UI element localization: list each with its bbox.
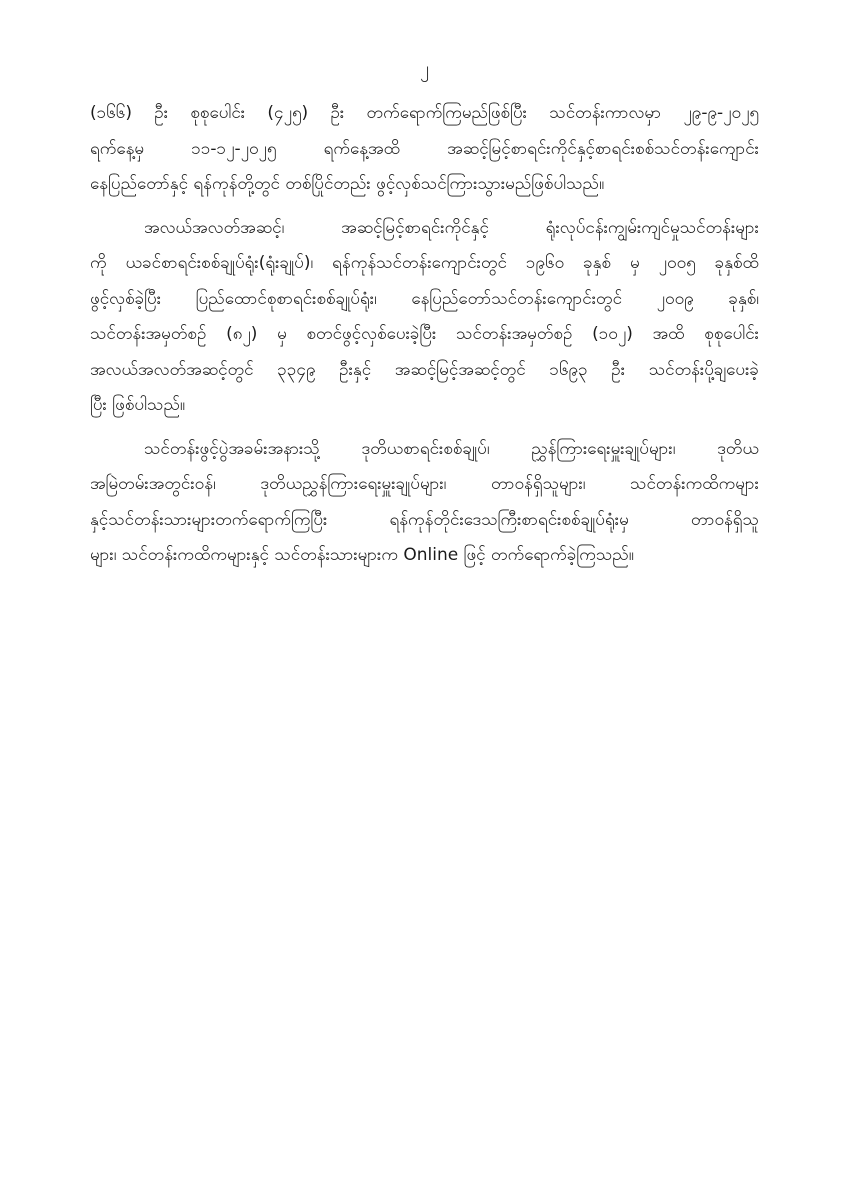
paragraph-3 [90, 432, 759, 574]
text-line: သင်တန်းဖွင့်ပွဲအခမ်းအနားသို့ ဒုတိယစာရင်းစစ်ချုပ်၊ ညွှန်ကြားရေးမှူးချုပ်များ၊ ဒုတိယ [144, 438, 759, 459]
text-line: (၁၆၆) ဦး စုစုပေါင်း (၄၂၅) ဦး တက်ရောက်ကြမည်ဖြစ်ပြီး သင်တန်းကာလမှာ ၂၉-၉-၂၀၂၅ [90, 103, 759, 123]
text-line: အလယ်အလတ်အဆင့်၊ အဆင့်မြင့်စာရင်းကိုင်နှင့် ရုံးလုပ်ငန်းကျွမ်းကျင်မှုသင်တန်းများ [144, 217, 759, 238]
text-line: နှင့်သင်တန်းသားများတက်ရောက်ကြပြီး ရန်ကုန်တိုင်းဒေသကြီးစာရင်းစစ်ချုပ်ရုံးမှ တာဝန်ရှိသူ [90, 509, 759, 530]
text-line: ဖွင့်လှစ်ခဲ့ပြီး ပြည်ထောင်စုစာရင်းစစ်ချုပ်ရုံး၊ နေပြည်တော်သင်တန်းကျောင်းတွင် ၂၀၀၉ ခုနှစ်၊ [90, 288, 759, 309]
text-line: အလယ်အလတ်အဆင့်တွင် ၃၃၄၉ ဦးနှင့် အဆင့်မြင့်အဆင့်တွင် ၁၆၉၃ ဦး သင်တန်းပို့ချပေးခဲ့ [90, 359, 759, 380]
text-line: ကို ယခင်စာရင်းစစ်ချုပ်ရုံး(ရုံးချုပ်)၊ ရန်ကုန်သင်တန်းကျောင်းတွင် ၁၉၆၀ ခုနှစ် မှ ၂၀၀၅ ခုနှစ်ထိ [90, 253, 759, 273]
text-line: အမြဲတမ်းအတွင်းဝန်၊ ဒုတိယညွှန်ကြားရေးမှူးချုပ်များ၊ တာဝန်ရှိသူများ၊ သင်တန်းကထိကများ [90, 474, 759, 494]
text-line: နေပြည်တော်နှင့် ရန်ကုန်တို့တွင် တစ်ပြိုင်တည်း ဖွင့်လှစ်သင်ကြားသွားမည်ဖြစ်ပါသည်။ [90, 174, 605, 194]
paragraph-1 [90, 96, 759, 203]
text-line: ရက်နေ့မှ ၁၁-၁၂-၂၀၂၅ ရက်နေ့အထိ အဆင့်မြင့်စာရင်းကိုင်နှင့်စာရင်းစစ်သင်တန်းကျောင်း [90, 138, 759, 159]
text-line: သင်တန်းအမှတ်စဉ် (၈၂) မှ စတင်ဖွင့်လှစ်ပေးခဲ့ပြီး သင်တန်းအမှတ်စဉ် (၁၀၂) အထိ စုစုပေါင်း [90, 324, 759, 344]
text-line: ပြီး ဖြစ်ပါသည်။ [90, 395, 186, 415]
document-body [90, 96, 759, 582]
paragraph-2 [90, 211, 759, 424]
text-line: များ၊ သင်တန်းကထိကများနှင့် သင်တန်းသားများက Online ဖြင့် တက်ရောက်ခဲ့ကြသည်။ [90, 545, 634, 565]
page-number: ၂ [420, 58, 429, 79]
